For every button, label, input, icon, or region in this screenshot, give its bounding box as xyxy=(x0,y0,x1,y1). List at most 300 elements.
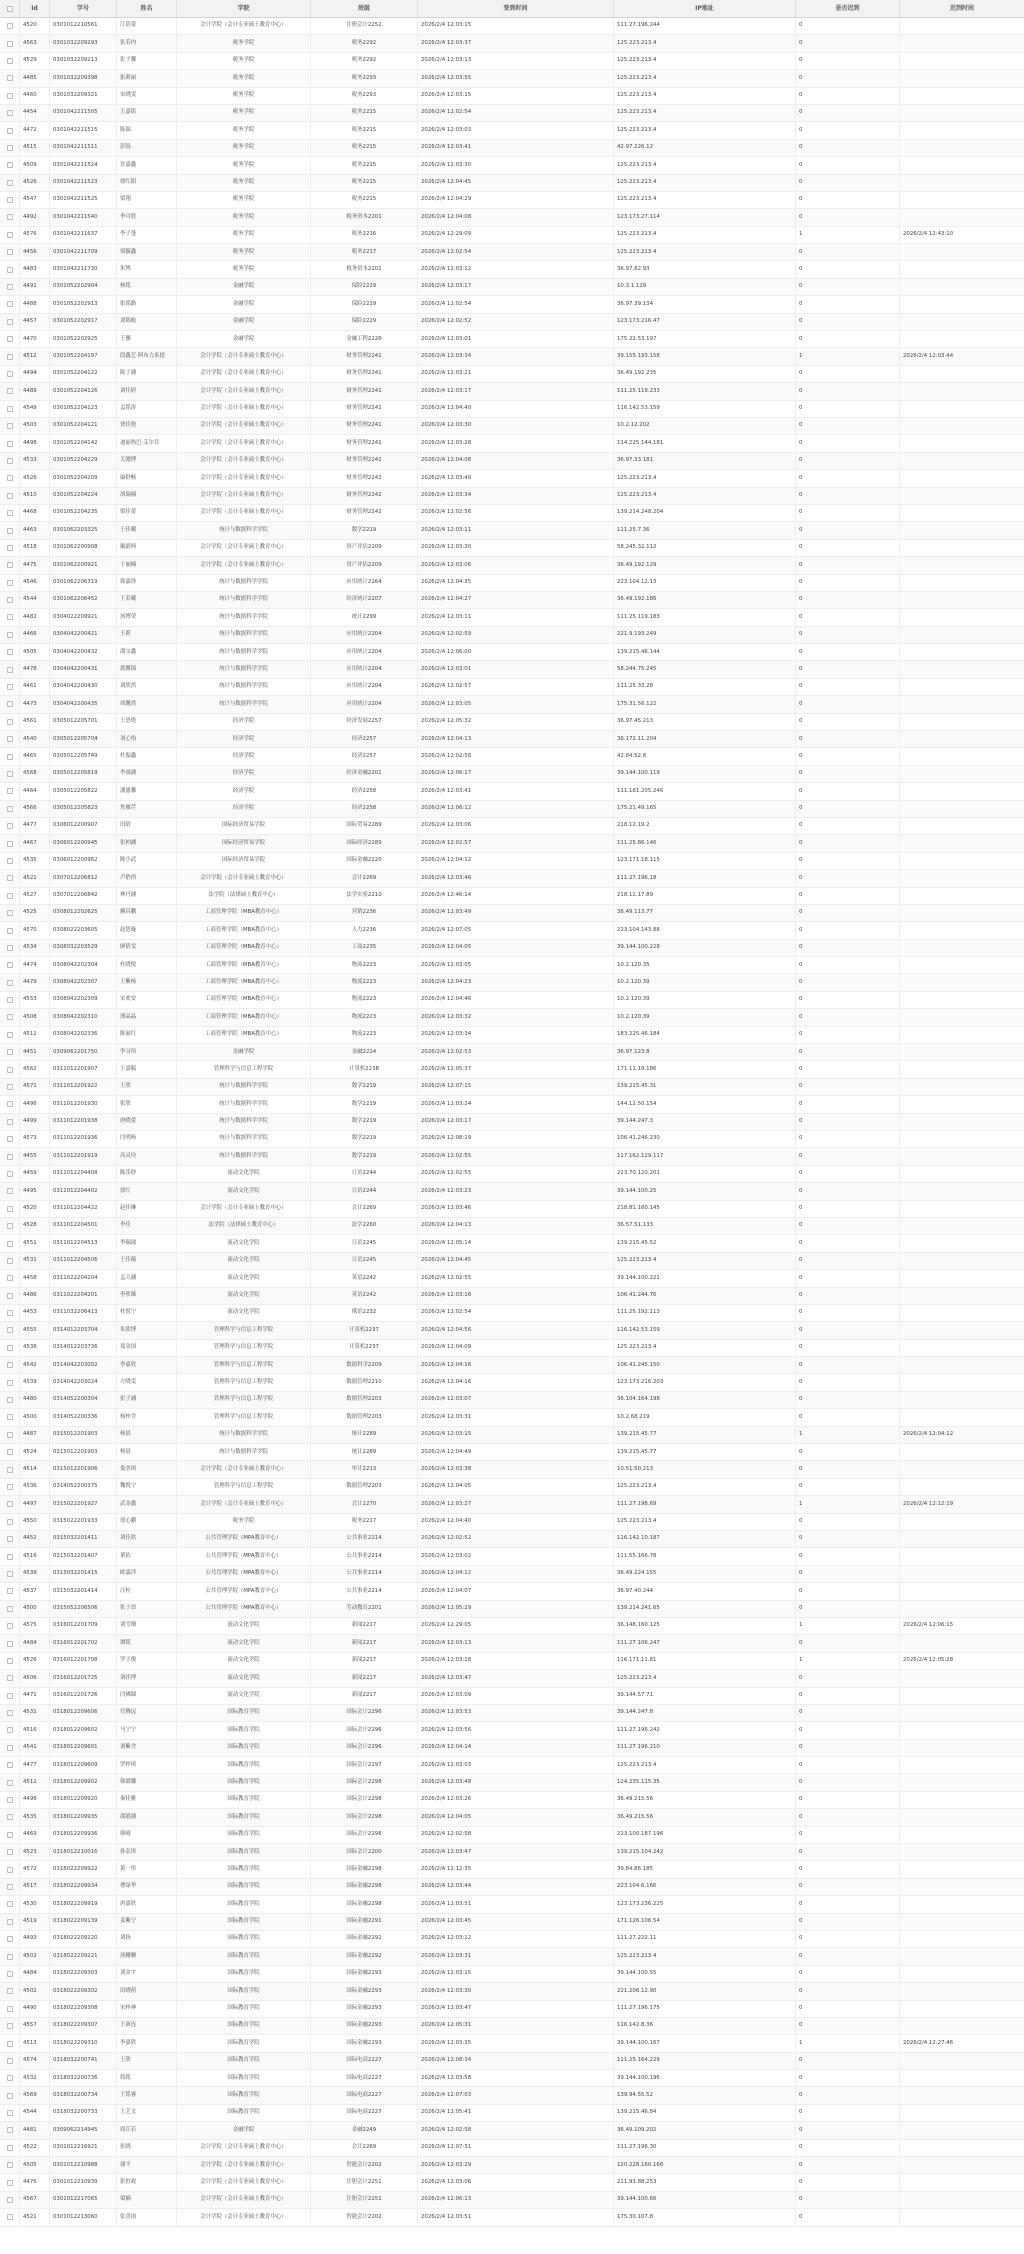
row-checkbox[interactable] xyxy=(7,1641,13,1647)
row-checkbox[interactable] xyxy=(7,719,13,725)
row-select-cell[interactable] xyxy=(0,1931,20,1947)
table-row[interactable] xyxy=(0,227,1024,244)
table-row[interactable] xyxy=(0,540,1024,557)
row-select-cell[interactable] xyxy=(0,957,20,973)
table-row[interactable] xyxy=(0,783,1024,800)
table-row[interactable] xyxy=(0,1896,1024,1913)
table-row[interactable] xyxy=(0,992,1024,1009)
row-checkbox[interactable] xyxy=(7,214,13,220)
table-row[interactable] xyxy=(0,1479,1024,1496)
row-checkbox[interactable] xyxy=(7,162,13,168)
row-checkbox[interactable] xyxy=(7,1867,13,1873)
row-select-cell[interactable] xyxy=(0,35,20,51)
table-row[interactable] xyxy=(0,714,1024,731)
row-select-cell[interactable] xyxy=(0,1879,20,1895)
row-checkbox[interactable] xyxy=(7,75,13,81)
row-checkbox[interactable] xyxy=(7,910,13,916)
table-row[interactable] xyxy=(0,505,1024,522)
table-row[interactable] xyxy=(0,1027,1024,1044)
row-checkbox[interactable] xyxy=(7,1519,13,1525)
row-checkbox[interactable] xyxy=(7,197,13,203)
row-select-cell[interactable] xyxy=(0,818,20,834)
table-row[interactable] xyxy=(0,2087,1024,2104)
table-row[interactable] xyxy=(0,922,1024,939)
table-row[interactable] xyxy=(0,1601,1024,1618)
table-row[interactable] xyxy=(0,575,1024,592)
row-select-cell[interactable] xyxy=(0,2018,20,2034)
table-row[interactable] xyxy=(0,88,1024,105)
table-row[interactable] xyxy=(0,2174,1024,2191)
row-checkbox[interactable] xyxy=(7,2214,13,2220)
table-row[interactable] xyxy=(0,2122,1024,2139)
row-checkbox[interactable] xyxy=(7,997,13,1003)
row-checkbox[interactable] xyxy=(7,1014,13,1020)
table-row[interactable] xyxy=(0,331,1024,348)
row-checkbox[interactable] xyxy=(7,1675,13,1681)
row-select-cell[interactable] xyxy=(0,175,20,191)
row-checkbox[interactable] xyxy=(7,23,13,29)
table-row[interactable] xyxy=(0,1444,1024,1461)
table-row[interactable] xyxy=(0,2035,1024,2052)
table-row[interactable] xyxy=(0,1966,1024,1983)
row-checkbox[interactable] xyxy=(7,1797,13,1803)
row-select-cell[interactable] xyxy=(0,435,20,451)
table-row[interactable] xyxy=(0,122,1024,139)
table-row[interactable] xyxy=(0,1392,1024,1409)
header-student-no[interactable]: 学号 xyxy=(50,0,117,17)
table-row[interactable] xyxy=(0,1322,1024,1339)
row-checkbox[interactable] xyxy=(7,1241,13,1247)
table-row[interactable] xyxy=(0,296,1024,313)
select-all-cell[interactable] xyxy=(0,0,20,17)
row-select-cell[interactable] xyxy=(0,1322,20,1338)
row-checkbox[interactable] xyxy=(7,354,13,360)
row-select-cell[interactable] xyxy=(0,661,20,677)
row-select-cell[interactable] xyxy=(0,1983,20,1999)
row-checkbox[interactable] xyxy=(7,1745,13,1751)
row-checkbox[interactable] xyxy=(7,1762,13,1768)
table-row[interactable] xyxy=(0,801,1024,818)
row-select-cell[interactable] xyxy=(0,766,20,782)
row-select-cell[interactable] xyxy=(0,1183,20,1199)
row-select-cell[interactable] xyxy=(0,209,20,225)
table-row[interactable] xyxy=(0,192,1024,209)
row-select-cell[interactable] xyxy=(0,244,20,260)
row-select-cell[interactable] xyxy=(0,70,20,86)
row-select-cell[interactable] xyxy=(0,1218,20,1234)
row-checkbox[interactable] xyxy=(7,1293,13,1299)
row-checkbox[interactable] xyxy=(7,1154,13,1160)
row-checkbox[interactable] xyxy=(7,1084,13,1090)
row-checkbox[interactable] xyxy=(7,771,13,777)
table-row[interactable] xyxy=(0,1983,1024,2000)
row-select-cell[interactable] xyxy=(0,592,20,608)
row-select-cell[interactable] xyxy=(0,2105,20,2121)
row-checkbox[interactable] xyxy=(7,1467,13,1473)
row-checkbox[interactable] xyxy=(7,1536,13,1542)
row-checkbox[interactable] xyxy=(7,841,13,847)
table-row[interactable] xyxy=(0,1253,1024,1270)
table-row[interactable] xyxy=(0,1235,1024,1252)
table-row[interactable] xyxy=(0,2192,1024,2209)
row-select-cell[interactable] xyxy=(0,401,20,417)
row-select-cell[interactable] xyxy=(0,974,20,990)
row-checkbox[interactable] xyxy=(7,1345,13,1351)
table-row[interactable] xyxy=(0,853,1024,870)
header-late-status[interactable]: 是否迟到 xyxy=(796,0,900,17)
row-checkbox[interactable] xyxy=(7,1171,13,1177)
row-checkbox[interactable] xyxy=(7,1362,13,1368)
table-row[interactable] xyxy=(0,1740,1024,1757)
row-select-cell[interactable] xyxy=(0,540,20,556)
row-select-cell[interactable] xyxy=(0,2192,20,2208)
table-row[interactable] xyxy=(0,70,1024,87)
row-select-cell[interactable] xyxy=(0,1166,20,1182)
row-checkbox[interactable] xyxy=(7,1484,13,1490)
row-select-cell[interactable] xyxy=(0,1009,20,1025)
row-select-cell[interactable] xyxy=(0,105,20,121)
row-select-cell[interactable] xyxy=(0,2157,20,2173)
table-row[interactable] xyxy=(0,2140,1024,2157)
table-row[interactable] xyxy=(0,453,1024,470)
row-checkbox[interactable] xyxy=(7,58,13,64)
table-row[interactable] xyxy=(0,1792,1024,1809)
row-checkbox[interactable] xyxy=(7,1327,13,1333)
row-select-cell[interactable] xyxy=(0,331,20,347)
row-select-cell[interactable] xyxy=(0,192,20,208)
table-row[interactable] xyxy=(0,1061,1024,1078)
row-checkbox[interactable] xyxy=(7,701,13,707)
table-row[interactable] xyxy=(0,105,1024,122)
table-row[interactable] xyxy=(0,1566,1024,1583)
table-row[interactable] xyxy=(0,888,1024,905)
row-select-cell[interactable] xyxy=(0,1496,20,1512)
header-late-time[interactable]: 迟到时间 xyxy=(949,4,974,12)
row-select-cell[interactable] xyxy=(0,1114,20,1130)
row-checkbox[interactable] xyxy=(7,614,13,620)
row-select-cell[interactable] xyxy=(0,1253,20,1269)
row-checkbox[interactable] xyxy=(7,1067,13,1073)
row-select-cell[interactable] xyxy=(0,627,20,643)
row-select-cell[interactable] xyxy=(0,227,20,243)
row-select-cell[interactable] xyxy=(0,1566,20,1582)
row-select-cell[interactable] xyxy=(0,1531,20,1547)
table-row[interactable] xyxy=(0,1635,1024,1652)
row-checkbox[interactable] xyxy=(7,1032,13,1038)
row-checkbox[interactable] xyxy=(7,388,13,394)
row-checkbox[interactable] xyxy=(7,1606,13,1612)
row-select-cell[interactable] xyxy=(0,1548,20,1564)
row-select-cell[interactable] xyxy=(0,731,20,747)
table-row[interactable] xyxy=(0,679,1024,696)
row-checkbox[interactable] xyxy=(7,736,13,742)
row-checkbox[interactable] xyxy=(7,2127,13,2133)
table-row[interactable] xyxy=(0,1653,1024,1670)
row-checkbox[interactable] xyxy=(7,2058,13,2064)
row-checkbox[interactable] xyxy=(7,2023,13,2029)
table-row[interactable] xyxy=(0,870,1024,887)
row-checkbox[interactable] xyxy=(7,823,13,829)
row-checkbox[interactable] xyxy=(7,1658,13,1664)
table-row[interactable] xyxy=(0,522,1024,539)
table-row[interactable] xyxy=(0,766,1024,783)
table-row[interactable] xyxy=(0,2209,1024,2226)
table-row[interactable] xyxy=(0,1044,1024,1061)
row-checkbox[interactable] xyxy=(7,2162,13,2168)
row-checkbox[interactable] xyxy=(7,875,13,881)
table-row[interactable] xyxy=(0,1688,1024,1705)
table-row[interactable] xyxy=(0,401,1024,418)
row-select-cell[interactable] xyxy=(0,296,20,312)
row-select-cell[interactable] xyxy=(0,1601,20,1617)
row-checkbox[interactable] xyxy=(7,684,13,690)
row-checkbox[interactable] xyxy=(7,1432,13,1438)
row-select-cell[interactable] xyxy=(0,314,20,330)
table-row[interactable] xyxy=(0,1757,1024,1774)
row-checkbox[interactable] xyxy=(7,1780,13,1786)
row-checkbox[interactable] xyxy=(7,528,13,534)
table-row[interactable] xyxy=(0,1531,1024,1548)
row-checkbox[interactable] xyxy=(7,597,13,603)
row-checkbox[interactable] xyxy=(7,441,13,447)
table-row[interactable] xyxy=(0,974,1024,991)
table-row[interactable] xyxy=(0,1218,1024,1235)
row-select-cell[interactable] xyxy=(0,835,20,851)
row-select-cell[interactable] xyxy=(0,1705,20,1721)
row-checkbox[interactable] xyxy=(7,1397,13,1403)
row-checkbox[interactable] xyxy=(7,180,13,186)
row-checkbox[interactable] xyxy=(7,1449,13,1455)
table-row[interactable] xyxy=(0,1670,1024,1687)
row-checkbox[interactable] xyxy=(7,806,13,812)
table-row[interactable] xyxy=(0,209,1024,226)
row-checkbox[interactable] xyxy=(7,1832,13,1838)
table-row[interactable] xyxy=(0,940,1024,957)
row-select-cell[interactable] xyxy=(0,1235,20,1251)
row-checkbox[interactable] xyxy=(7,2006,13,2012)
table-row[interactable] xyxy=(0,1722,1024,1739)
row-select-cell[interactable] xyxy=(0,783,20,799)
table-row[interactable] xyxy=(0,261,1024,278)
table-row[interactable] xyxy=(0,18,1024,35)
row-checkbox[interactable] xyxy=(7,1623,13,1629)
row-checkbox[interactable] xyxy=(7,406,13,412)
row-select-cell[interactable] xyxy=(0,1061,20,1077)
row-checkbox[interactable] xyxy=(7,1188,13,1194)
table-row[interactable] xyxy=(0,2105,1024,2122)
row-checkbox[interactable] xyxy=(7,1954,13,1960)
row-select-cell[interactable] xyxy=(0,2001,20,2017)
row-select-cell[interactable] xyxy=(0,1131,20,1147)
table-row[interactable] xyxy=(0,1270,1024,1287)
table-row[interactable] xyxy=(0,1774,1024,1791)
row-checkbox[interactable] xyxy=(7,475,13,481)
row-select-cell[interactable] xyxy=(0,1670,20,1686)
row-select-cell[interactable] xyxy=(0,1966,20,1982)
row-checkbox[interactable] xyxy=(7,41,13,47)
row-select-cell[interactable] xyxy=(0,853,20,869)
row-checkbox[interactable] xyxy=(7,1693,13,1699)
row-select-cell[interactable] xyxy=(0,905,20,921)
row-checkbox[interactable] xyxy=(7,1049,13,1055)
table-row[interactable] xyxy=(0,1548,1024,1565)
table-row[interactable] xyxy=(0,731,1024,748)
row-checkbox[interactable] xyxy=(7,1258,13,1264)
table-row[interactable] xyxy=(0,1844,1024,1861)
table-row[interactable] xyxy=(0,1096,1024,1113)
table-row[interactable] xyxy=(0,53,1024,70)
row-checkbox[interactable] xyxy=(7,493,13,499)
row-select-cell[interactable] xyxy=(0,609,20,625)
select-all-checkbox[interactable] xyxy=(7,6,13,12)
row-checkbox[interactable] xyxy=(7,1849,13,1855)
row-select-cell[interactable] xyxy=(0,1461,20,1477)
table-row[interactable] xyxy=(0,1305,1024,1322)
row-select-cell[interactable] xyxy=(0,1583,20,1599)
table-row[interactable] xyxy=(0,1514,1024,1531)
table-row[interactable] xyxy=(0,835,1024,852)
row-checkbox[interactable] xyxy=(7,301,13,307)
row-select-cell[interactable] xyxy=(0,1305,20,1321)
row-checkbox[interactable] xyxy=(7,1380,13,1386)
table-row[interactable] xyxy=(0,244,1024,261)
row-select-cell[interactable] xyxy=(0,522,20,538)
row-checkbox[interactable] xyxy=(7,1710,13,1716)
row-select-cell[interactable] xyxy=(0,1027,20,1043)
table-row[interactable] xyxy=(0,818,1024,835)
table-row[interactable] xyxy=(0,35,1024,52)
table-row[interactable] xyxy=(0,1166,1024,1183)
row-select-cell[interactable] xyxy=(0,122,20,138)
row-select-cell[interactable] xyxy=(0,557,20,573)
table-row[interactable] xyxy=(0,644,1024,661)
row-checkbox[interactable] xyxy=(7,928,13,934)
row-select-cell[interactable] xyxy=(0,2122,20,2138)
row-select-cell[interactable] xyxy=(0,383,20,399)
row-checkbox[interactable] xyxy=(7,667,13,673)
row-checkbox[interactable] xyxy=(7,284,13,290)
table-row[interactable] xyxy=(0,1114,1024,1131)
row-select-cell[interactable] xyxy=(0,2209,20,2225)
row-select-cell[interactable] xyxy=(0,1392,20,1408)
row-checkbox[interactable] xyxy=(7,1884,13,1890)
table-row[interactable] xyxy=(0,140,1024,157)
row-select-cell[interactable] xyxy=(0,1844,20,1860)
row-select-cell[interactable] xyxy=(0,1688,20,1704)
row-select-cell[interactable] xyxy=(0,575,20,591)
row-select-cell[interactable] xyxy=(0,157,20,173)
row-select-cell[interactable] xyxy=(0,1774,20,1790)
row-checkbox[interactable] xyxy=(7,858,13,864)
table-row[interactable] xyxy=(0,1374,1024,1391)
table-row[interactable] xyxy=(0,1079,1024,1096)
row-select-cell[interactable] xyxy=(0,1079,20,1095)
row-select-cell[interactable] xyxy=(0,1653,20,1669)
row-select-cell[interactable] xyxy=(0,2174,20,2190)
row-checkbox[interactable] xyxy=(7,980,13,986)
table-row[interactable] xyxy=(0,488,1024,505)
row-select-cell[interactable] xyxy=(0,348,20,364)
table-row[interactable] xyxy=(0,1461,1024,1478)
row-checkbox[interactable] xyxy=(7,423,13,429)
row-select-cell[interactable] xyxy=(0,801,20,817)
table-row[interactable] xyxy=(0,2001,1024,2018)
row-checkbox[interactable] xyxy=(7,2110,13,2116)
row-select-cell[interactable] xyxy=(0,888,20,904)
row-select-cell[interactable] xyxy=(0,679,20,695)
row-select-cell[interactable] xyxy=(0,2140,20,2156)
row-checkbox[interactable] xyxy=(7,2075,13,2081)
table-row[interactable] xyxy=(0,592,1024,609)
table-row[interactable] xyxy=(0,1914,1024,1931)
table-row[interactable] xyxy=(0,1809,1024,1826)
table-row[interactable] xyxy=(0,2018,1024,2035)
table-row[interactable] xyxy=(0,1357,1024,1374)
row-checkbox[interactable] xyxy=(7,1206,13,1212)
row-select-cell[interactable] xyxy=(0,1288,20,1304)
row-checkbox[interactable] xyxy=(7,788,13,794)
row-checkbox[interactable] xyxy=(7,1501,13,1507)
table-row[interactable] xyxy=(0,609,1024,626)
row-select-cell[interactable] xyxy=(0,1427,20,1443)
row-select-cell[interactable] xyxy=(0,1340,20,1356)
row-select-cell[interactable] xyxy=(0,748,20,764)
row-select-cell[interactable] xyxy=(0,2035,20,2051)
row-checkbox[interactable] xyxy=(7,145,13,151)
table-row[interactable] xyxy=(0,1496,1024,1513)
row-select-cell[interactable] xyxy=(0,1201,20,1217)
row-select-cell[interactable] xyxy=(0,53,20,69)
table-row[interactable] xyxy=(0,1183,1024,1200)
row-checkbox[interactable] xyxy=(7,110,13,116)
row-select-cell[interactable] xyxy=(0,1444,20,1460)
header-name[interactable]: 姓名 xyxy=(117,0,177,17)
row-select-cell[interactable] xyxy=(0,1044,20,1060)
header-class[interactable]: 班级 xyxy=(311,0,418,17)
row-checkbox[interactable] xyxy=(7,754,13,760)
row-select-cell[interactable] xyxy=(0,505,20,521)
row-select-cell[interactable] xyxy=(0,992,20,1008)
table-row[interactable] xyxy=(0,661,1024,678)
table-row[interactable] xyxy=(0,366,1024,383)
row-select-cell[interactable] xyxy=(0,366,20,382)
row-checkbox[interactable] xyxy=(7,562,13,568)
table-row[interactable] xyxy=(0,279,1024,296)
row-select-cell[interactable] xyxy=(0,922,20,938)
row-select-cell[interactable] xyxy=(0,2053,20,2069)
row-checkbox[interactable] xyxy=(7,2197,13,2203)
row-select-cell[interactable] xyxy=(0,488,20,504)
row-select-cell[interactable] xyxy=(0,453,20,469)
table-row[interactable] xyxy=(0,696,1024,713)
row-checkbox[interactable] xyxy=(7,1571,13,1577)
row-select-cell[interactable] xyxy=(0,470,20,486)
row-select-cell[interactable] xyxy=(0,140,20,156)
row-checkbox[interactable] xyxy=(7,1310,13,1316)
row-checkbox[interactable] xyxy=(7,458,13,464)
row-checkbox[interactable] xyxy=(7,649,13,655)
table-row[interactable] xyxy=(0,470,1024,487)
table-row[interactable] xyxy=(0,1827,1024,1844)
row-select-cell[interactable] xyxy=(0,261,20,277)
row-select-cell[interactable] xyxy=(0,1096,20,1112)
row-select-cell[interactable] xyxy=(0,940,20,956)
row-select-cell[interactable] xyxy=(0,644,20,660)
row-checkbox[interactable] xyxy=(7,1414,13,1420)
row-checkbox[interactable] xyxy=(7,1919,13,1925)
row-checkbox[interactable] xyxy=(7,945,13,951)
row-checkbox[interactable] xyxy=(7,962,13,968)
